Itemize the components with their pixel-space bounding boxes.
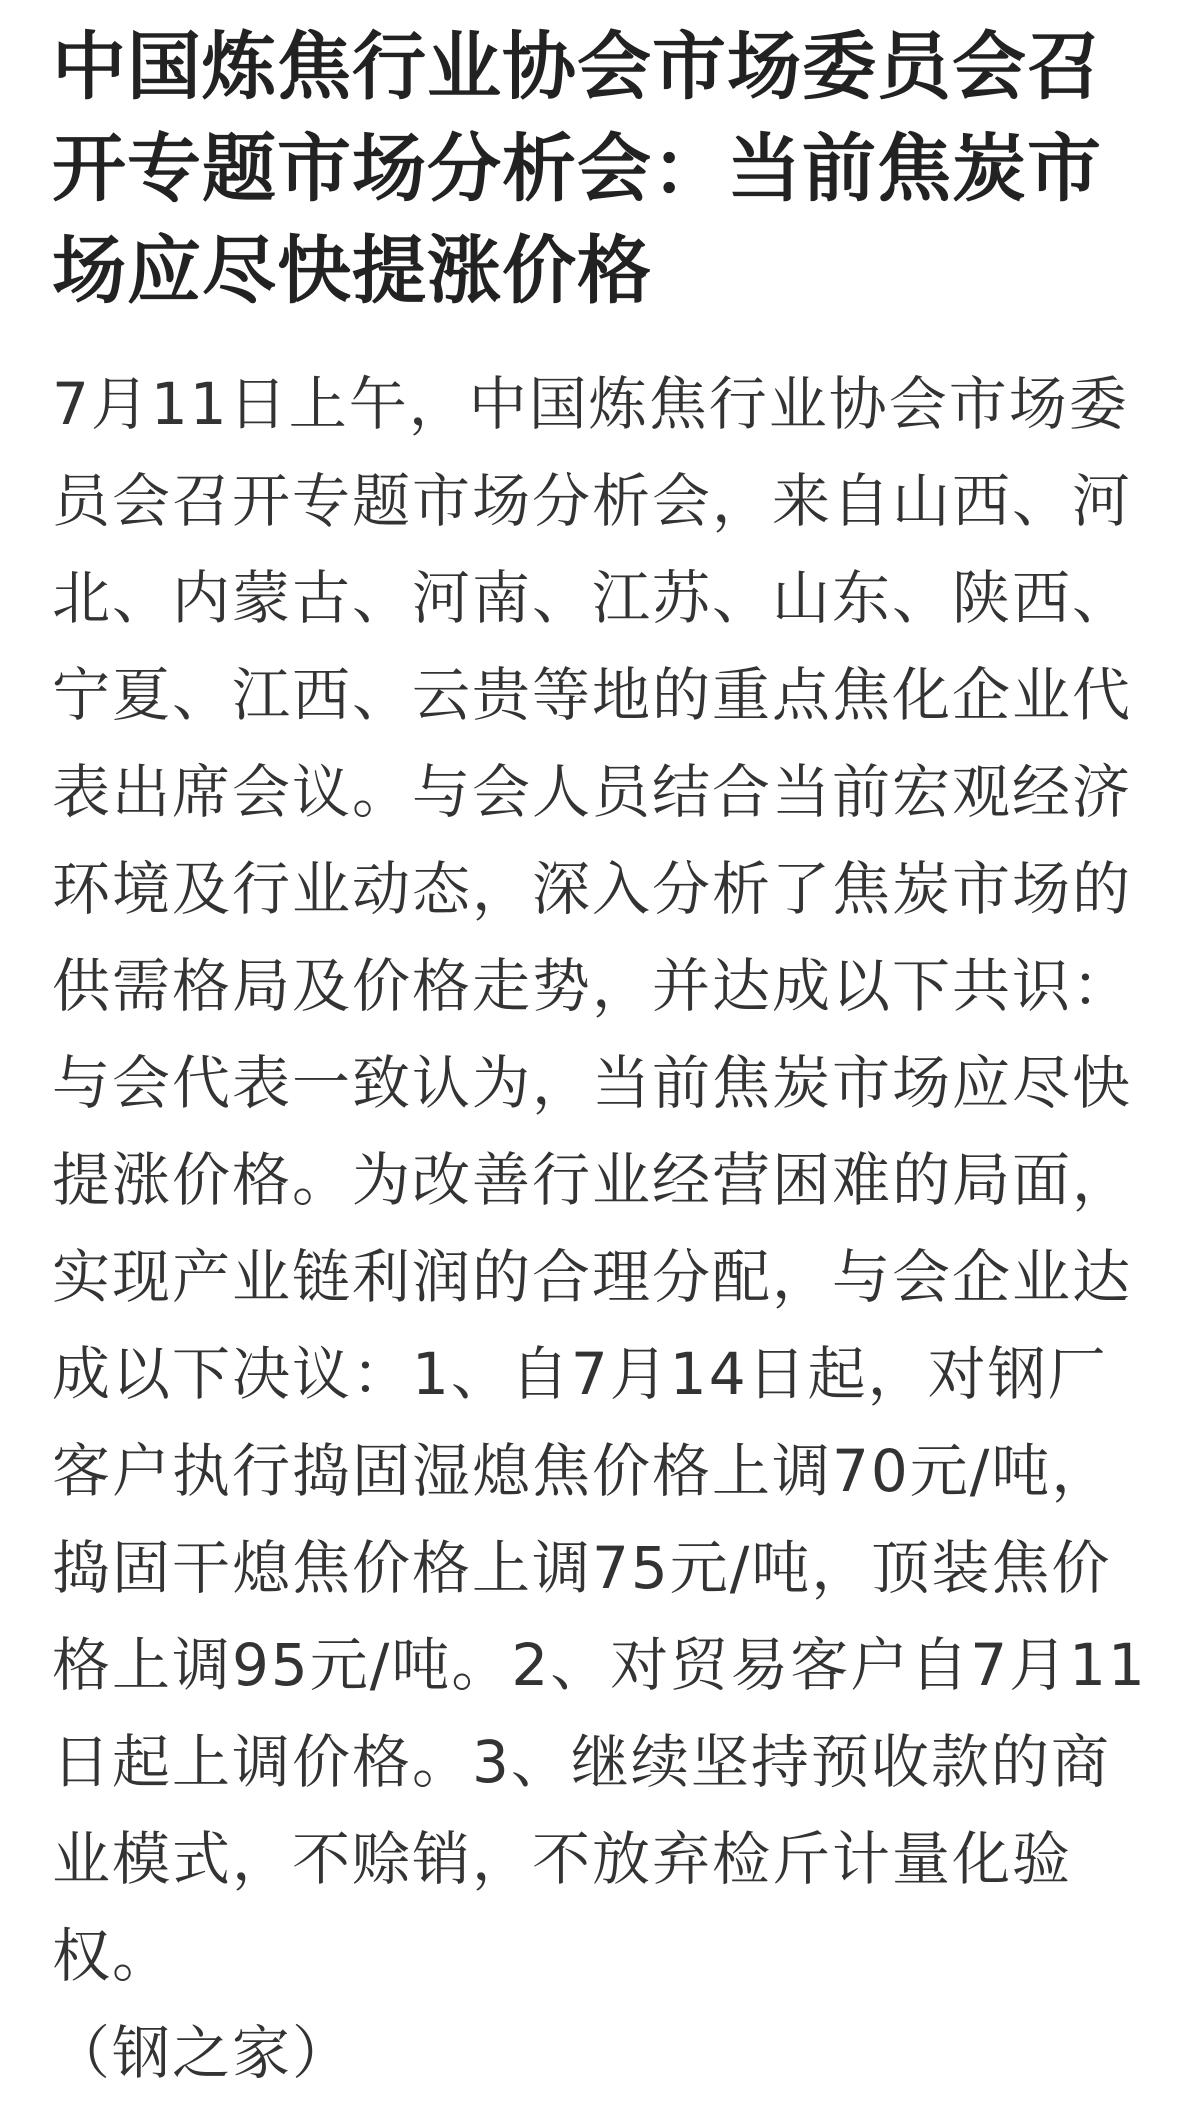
- article-source: （钢之家）: [52, 2019, 353, 2087]
- article-body-text: 7月11日上午，中国炼焦行业协会市场委员会召开专题市场分析会，来自山西、河北、内蒙古、河南、江苏、山东、陕西、宁夏、江西、云贵等地的重点焦化企业代表出席会议。与会人员结合当前宏观经济环境及行业动态，深入分析了焦炭市场的供需格局及价格走势，并达成以下共识：与会代表一致认为，当前焦炭市场应尽快提涨价格。为改善行业经营困难的局面，实现产业链利润的合理分配，与会企业达成以下决议：1、自7月14日起，对钢厂客户执行捣固湿熄焦价格上调70元/吨，捣固干熄焦价格上调75元/吨，顶装焦价格上调95元/吨。2、对贸易客户自7月11日起上调价格。3、继续坚持预收款的商业模式，不赊销，不放弃检斤计量化验权。: [52, 370, 1147, 1990]
- article-title: 中国炼焦行业协会市场委员会召开专题市场分析会：当前焦炭市场应尽快提涨价格: [52, 24, 1102, 314]
- article-body: [52, 356, 1150, 2102]
